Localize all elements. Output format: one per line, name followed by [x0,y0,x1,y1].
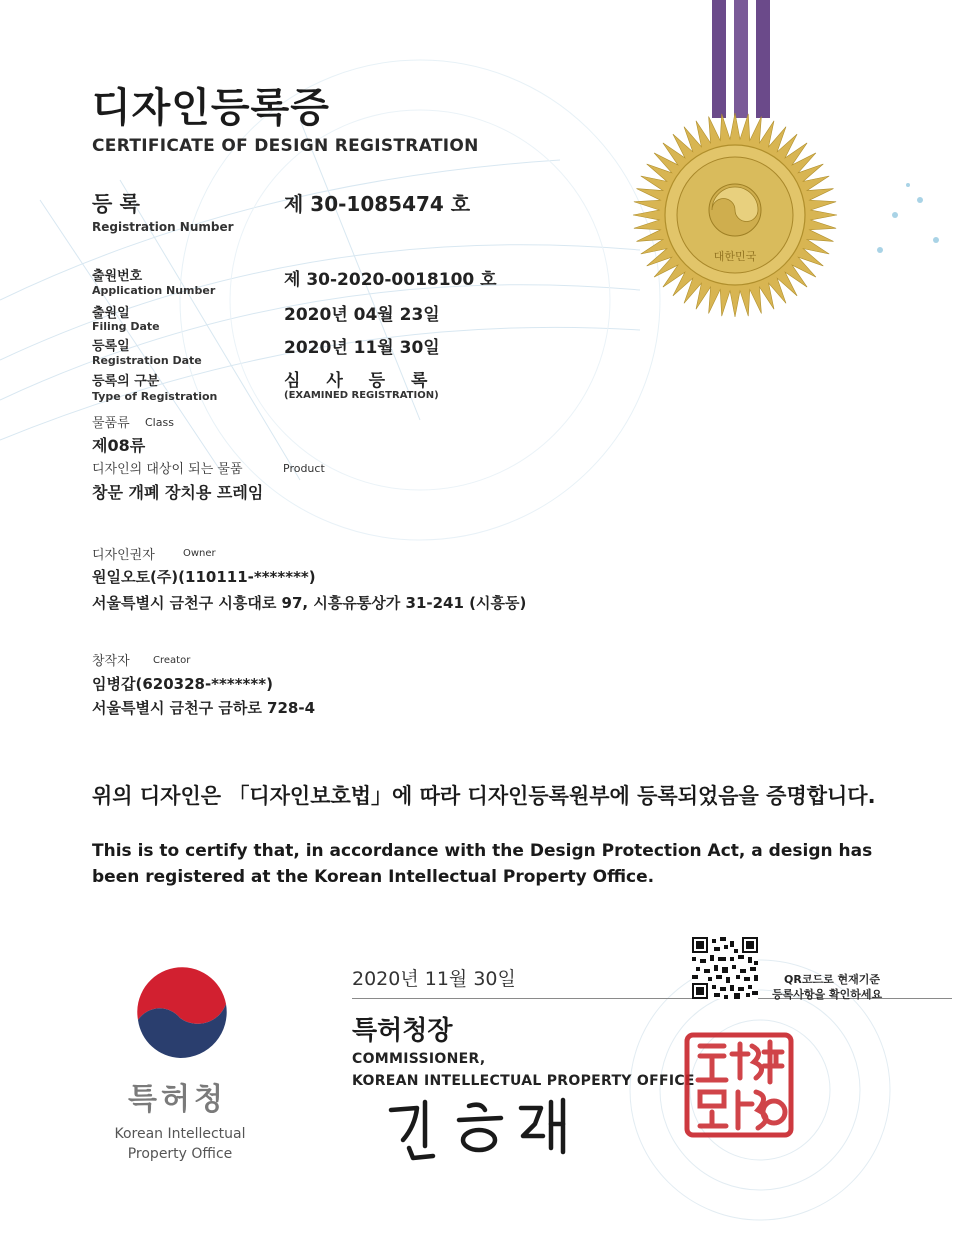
kipo-name-korean: 특허청 [128,1082,227,1117]
qr-code-note [772,972,882,1002]
issue-date: 2020년 11월 30일 [352,968,516,990]
filing-date: 2020년 04월 23일 [284,305,440,325]
registration-label-english: Registration Number [92,220,234,234]
ribbon-stripe [712,0,726,118]
registration-date: 2020년 11월 30일 [284,338,440,358]
creator-label-english: Creator [153,655,191,666]
medal-text: 대한민국 [713,250,757,263]
registration-type-label: 등록의 구분 [92,374,160,389]
owner-label: 디자인권자 [92,548,155,563]
ribbon-stripe [756,0,770,118]
certification-statement-korean: 위의 디자인은 「디자인보호법」에 따라 디자인등록원부에 등록되었음을 증명합니다. [92,784,876,808]
certification-statement-english: This is to certify that, in accordance with the Design Protection Act, a design has been registered at the Korean Intellectual Property Office. [92,841,873,887]
commissioner-signature [385,1096,585,1162]
creator-address: 서울특별시 금천구 금하로 728-4 [92,699,316,717]
registration-type-label-english: Type of Registration [92,390,218,403]
commissioner-title-english [352,1048,695,1092]
qr-code-note-line2: 등록사항을 확인하세요 [772,988,883,1001]
registration-type-english: (EXAMINED REGISTRATION) [284,390,439,401]
qr-code-icon[interactable] [692,937,758,999]
class-value: 제08류 [92,436,146,455]
qr-code-note-line1: QR코드로 현재기준 [784,973,881,986]
owner-address: 서울특별시 금천구 시흥대로 97, 시흥유통상가 31-241 (시흥동) [92,594,527,612]
official-red-stamp [684,1032,794,1138]
product-label: 디자인의 대상이 되는 물품 [92,462,243,477]
owner-name: 원일오토(주)(110111-*******) [92,568,316,586]
commissioner-title-english-line1: COMMISSIONER, [352,1051,486,1067]
creator-name: 임병갑(620328-*******) [92,675,273,693]
certificate-title-english: CERTIFICATE OF DESIGN REGISTRATION [92,136,479,156]
kipo-name-english-line1: Korean Intellectual [114,1126,246,1142]
application-label-english: Application Number [92,284,216,297]
class-label: 물품류 [92,416,130,431]
kipo-name-english [100,1124,260,1164]
ribbon-stripe [734,0,748,118]
product-label-english: Product [283,462,325,475]
registration-label: 등 록 [92,192,140,216]
filing-date-label: 출원일 [92,306,130,321]
registration-type: 심 사 등 록 [284,371,438,391]
registration-date-label: 등록일 [92,339,130,354]
kipo-name-english-line2: Property Office [127,1146,233,1162]
class-label-english: Class [145,416,174,429]
filing-date-label-english: Filing Date [92,320,160,333]
creator-label: 창작자 [92,654,130,669]
gold-seal-medal [630,110,840,320]
application-number: 제 30-2020-0018100 호 [284,270,497,290]
commissioner-title-korean: 특허청장 [352,1016,453,1046]
product-value: 창문 개폐 장치용 프레임 [92,483,264,502]
kipo-logo-icon [124,958,236,1062]
certificate-title: 디자인등록증 [92,85,330,131]
owner-label-english: Owner [183,548,216,559]
registration-date-label-english: Registration Date [92,354,202,367]
commissioner-title-english-line2: KOREAN INTELLECTUAL PROPERTY OFFICE [352,1073,695,1089]
registration-number: 제 30-1085474 호 [284,192,471,216]
application-label: 출원번호 [92,269,143,284]
